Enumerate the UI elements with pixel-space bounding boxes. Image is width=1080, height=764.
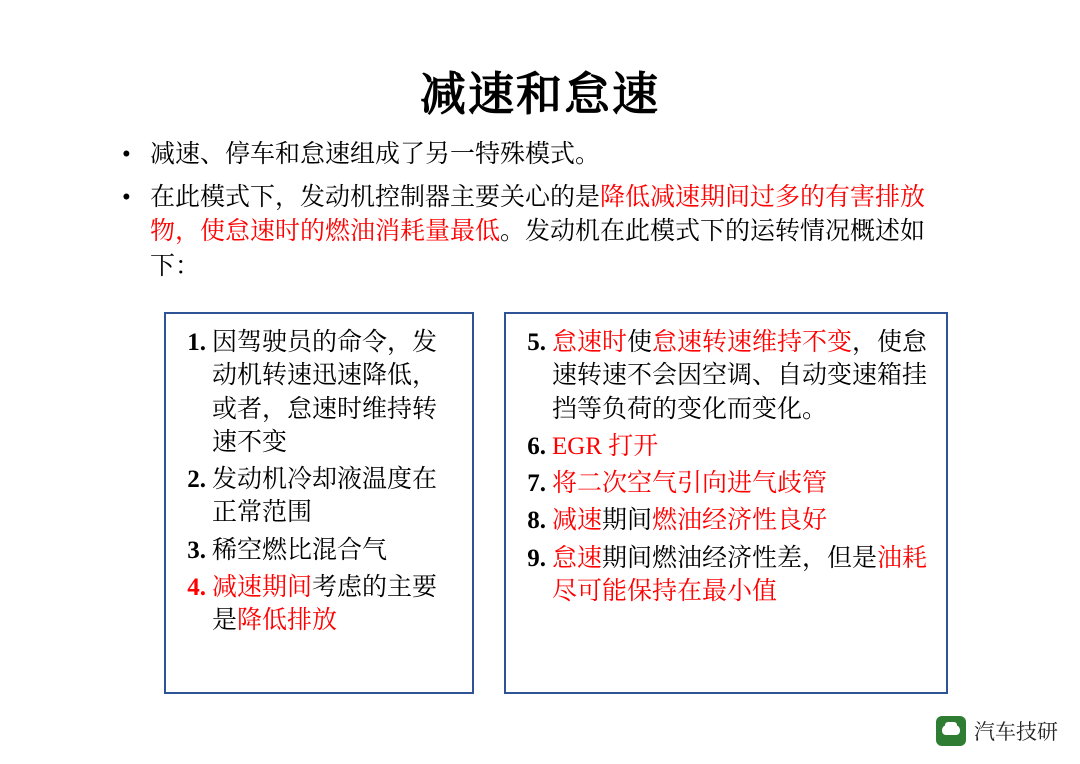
list-item <box>520 542 932 609</box>
text-segment: 期间 <box>602 507 653 535</box>
watermark <box>936 716 1058 746</box>
text-segment-highlight: 减速 <box>552 507 603 535</box>
text-segment: 稀空燃比混合气 <box>212 536 388 564</box>
text-segment-highlight: 怠速时 <box>552 329 628 356</box>
bullet-list <box>122 138 952 292</box>
text-segment-highlight: EGR 打开 <box>552 432 659 460</box>
list-item-number: 6. <box>527 432 546 460</box>
text-segment-highlight: 降低排放 <box>237 607 338 634</box>
bullet-marker: • <box>122 141 131 168</box>
text-segment: ，使怠速转速不会因空调、自动变速箱挂挡等负荷的变化而变化。 <box>552 329 928 423</box>
content-boxes <box>164 312 964 694</box>
page-title: 减速和怠速 <box>420 69 660 120</box>
bullet-segment: 减速、停车和怠速组成了另一特殊模式。 <box>150 141 601 168</box>
list-item-number: 4. <box>187 573 206 601</box>
list-item-number: 2. <box>187 466 206 493</box>
list-item-text <box>552 430 932 463</box>
list-item-number: 5. <box>527 329 546 356</box>
list-item <box>520 430 932 463</box>
text-segment-highlight: 怠速转速维持不变 <box>652 329 853 356</box>
list-item <box>180 571 458 638</box>
list-item-number: 8. <box>527 507 546 535</box>
bullet-text <box>150 138 952 173</box>
right-ordered-list <box>520 326 932 608</box>
text-segment: 因驾驶员的命令，发动机转速迅速降低，或者，怠速时维持转速不变 <box>212 329 438 456</box>
left-list-box <box>164 312 474 694</box>
wechat-logo-icon <box>936 716 966 746</box>
list-item <box>520 504 932 537</box>
bullet-segment: 在此模式下，发动机控制器主要关心的是 <box>150 183 601 211</box>
bullet-text <box>150 181 952 285</box>
bullet-segment-highlight: 降低减速期间过多的有害排放物，使怠速时的燃油消耗量最低 <box>150 183 926 245</box>
bullet-marker: • <box>122 183 131 211</box>
list-item-text <box>212 326 458 459</box>
text-segment-highlight: 燃油经济性良好 <box>652 507 828 535</box>
bullet-item-1 <box>122 138 952 173</box>
list-item-number: 3. <box>187 536 206 564</box>
bullet-item-2 <box>122 181 952 285</box>
list-item <box>180 326 458 459</box>
list-item <box>180 534 458 567</box>
list-item-text <box>212 463 458 530</box>
text-segment-highlight: 减速期间 <box>212 573 313 601</box>
text-segment: 使 <box>627 329 653 356</box>
text-segment-highlight: 油耗尽可能保持在最小值 <box>552 544 928 605</box>
list-item <box>520 467 932 500</box>
text-segment: 考虑的主要是 <box>212 573 438 634</box>
list-item-text <box>212 534 458 567</box>
watermark-label: 汽车技研 <box>974 720 1058 744</box>
text-segment: 发动机冷却液温度在正常范围 <box>212 466 438 527</box>
list-item-text <box>552 542 932 609</box>
left-ordered-list <box>180 326 458 637</box>
list-item-number: 9. <box>527 544 546 572</box>
list-item <box>180 463 458 530</box>
text-segment: 期间燃油经济性差，但是 <box>602 544 878 572</box>
right-list-box <box>504 312 948 694</box>
text-segment-highlight: 怠速 <box>552 544 603 572</box>
bullet-segment: 。发动机在此模式下的运转情况概述如下： <box>150 218 926 280</box>
list-item-text <box>552 326 932 426</box>
list-item-text <box>552 467 932 500</box>
list-item-text <box>212 571 458 638</box>
list-item <box>520 326 932 426</box>
text-segment-highlight: 将二次空气引向进气歧管 <box>552 470 828 497</box>
list-item-text <box>552 504 932 537</box>
list-item-number: 7. <box>527 470 546 497</box>
list-item-number: 1. <box>187 329 206 356</box>
